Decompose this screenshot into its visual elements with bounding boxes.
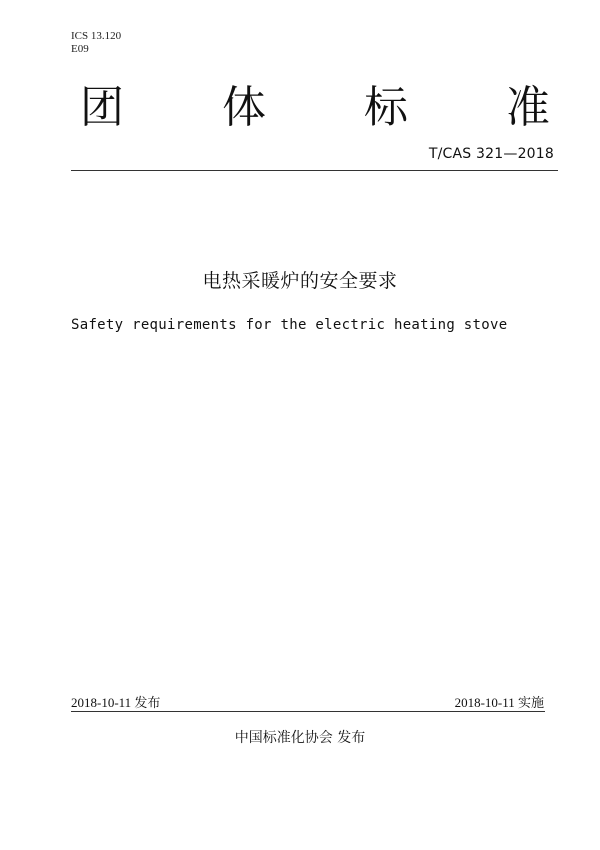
publisher: 中国标准化协会 发布 [234,730,366,746]
document-title-chinese: 电热采暖炉的安全要求 [202,270,398,292]
document-title-english: Safety requirements for the electric heating stove [71,317,508,333]
issue-date: 2018-10-11 发布 [71,695,161,710]
classification-codes [71,30,121,56]
standard-type-char-2: 体 [222,82,266,133]
header-divider [71,170,558,171]
standard-type-char-4: 准 [506,82,550,133]
footer-divider [71,711,545,712]
standard-type-char-3: 标 [364,82,408,133]
standard-code: T/CAS 321—2018 [428,146,554,162]
implementation-date: 2018-10-11 实施 [454,695,544,710]
standard-type-char-1: 团 [80,82,124,133]
standard-type-heading [70,82,560,134]
ics-code: ICS 13.120 [71,30,122,42]
ccs-code: E09 [71,43,89,55]
